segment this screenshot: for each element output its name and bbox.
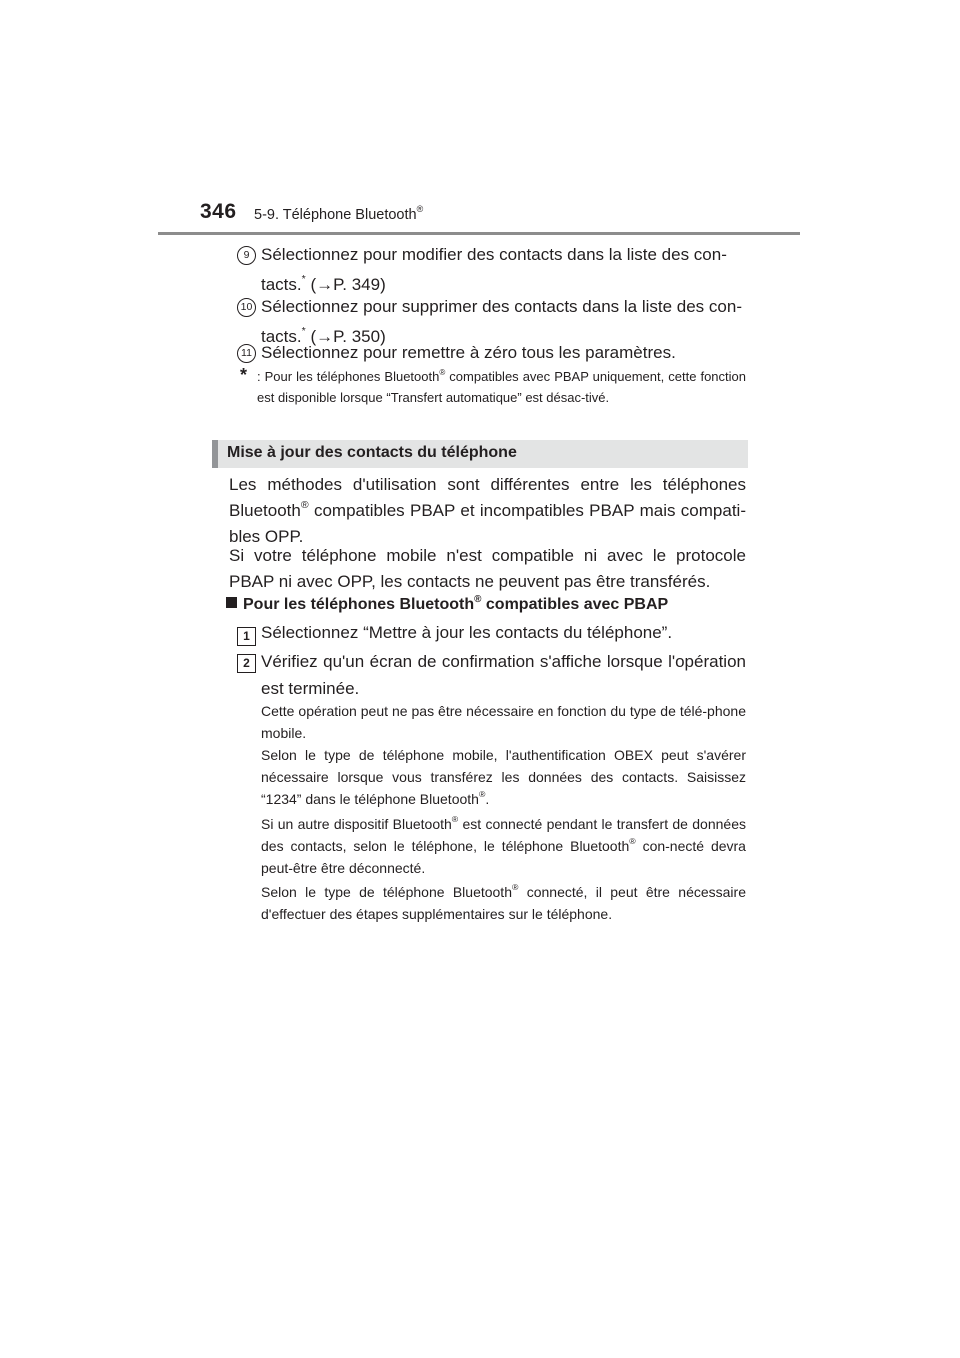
square-bullet-icon bbox=[226, 597, 237, 608]
note-2: Selon le type de téléphone mobile, l'authentification OBEX peut s'avérer nécessaire lorsque vous transférez les données des contacts. Saisissez “1234” dans le téléphone Bluetooth®. bbox=[261, 747, 746, 807]
header-divider bbox=[158, 232, 800, 235]
section-heading bbox=[212, 440, 748, 468]
note-1: Cette opération peut ne pas être nécessaire en fonction du type de télé-phone mobile. bbox=[261, 703, 746, 741]
list-item-text: Sélectionnez pour modifier des contacts dans la liste des con- tacts.* (→P. 349) bbox=[261, 245, 727, 294]
step-1-text: Sélectionnez “Mettre à jour les contacts du téléphone”. bbox=[261, 623, 673, 642]
note-3: Si un autre dispositif Bluetooth® est connecté pendant le transfert de données des contacts, selon le téléphone, le téléphone Bluetooth® con-necté devra peut-être être déconnecté. bbox=[261, 814, 746, 876]
circled-number-11: 11 bbox=[237, 344, 256, 363]
section-title: 5-9. Téléphone Bluetooth® bbox=[254, 204, 424, 223]
list-item-text: Sélectionnez pour remettre à zéro tous les paramètres. bbox=[261, 343, 676, 362]
note-4: Selon le type de téléphone Bluetooth® connecté, il peut être nécessaire d'effectuer des étapes supplémentaires sur le téléphone. bbox=[261, 882, 746, 922]
step-number-2: 2 bbox=[237, 654, 256, 673]
list-item-text: Sélectionnez pour supprimer des contacts dans la liste des con- tacts.* (→P. 350) bbox=[261, 297, 742, 346]
circled-number-10: 10 bbox=[237, 298, 256, 317]
page-header bbox=[0, 0, 960, 240]
footnote: * : Pour les téléphones Bluetooth® compatibles avec PBAP uniquement, cette fonction est disponible lorsque “Transfert automatique” est désac-tivé. bbox=[240, 365, 746, 405]
subheading-pbap: Pour les téléphones Bluetooth® compatibles avec PBAP bbox=[226, 596, 668, 614]
section-heading-bar bbox=[212, 440, 218, 468]
page-number: 346 bbox=[200, 200, 237, 223]
paragraph-methods: Les méthodes d'utilisation sont différentes entre les téléphones Bluetooth® compatibles PBAP et incompatibles PBAP mais compati-bles OPP. bbox=[229, 475, 746, 546]
section-heading-label: Mise à jour des contacts du téléphone bbox=[227, 444, 517, 461]
footnote-star: * bbox=[240, 365, 248, 385]
circled-number-9: 9 bbox=[237, 246, 256, 265]
step-number-1: 1 bbox=[237, 627, 256, 646]
step-2-text: Vérifiez qu'un écran de confirmation s'affiche lorsque l'opération est terminée. bbox=[261, 652, 746, 698]
paragraph-compat: Si votre téléphone mobile n'est compatible ni avec le protocole PBAP ni avec OPP, les contacts ne peuvent pas être transférés. bbox=[229, 546, 746, 591]
